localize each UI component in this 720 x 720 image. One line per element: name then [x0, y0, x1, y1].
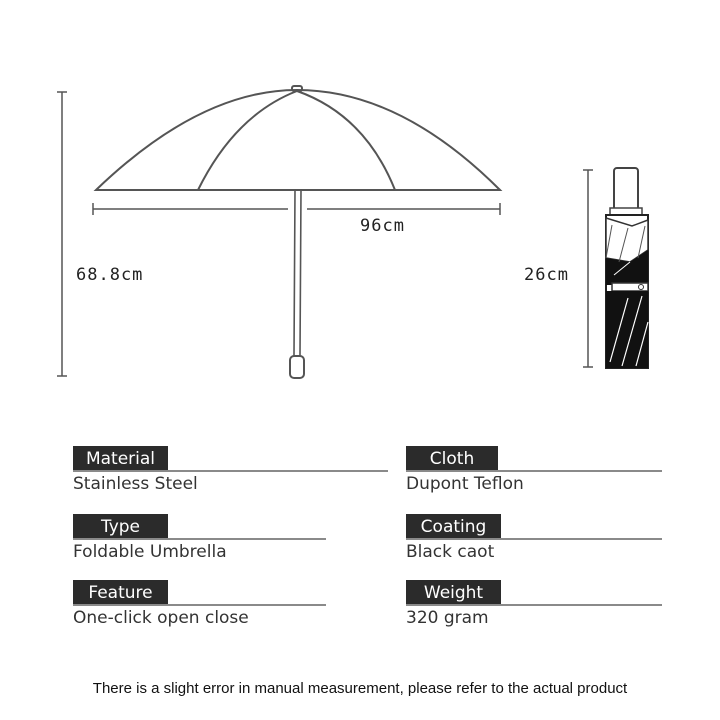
spec-value: Black caot — [406, 542, 495, 562]
spec-divider — [406, 604, 662, 606]
spec-value: One-click open close — [73, 608, 249, 628]
spec-divider — [73, 470, 388, 472]
spec-value: Foldable Umbrella — [73, 542, 227, 562]
spec-label: Weight — [406, 580, 501, 606]
height-dimension-line — [57, 92, 67, 376]
folded-length-dimension-label: 26cm — [524, 265, 569, 285]
spec-divider — [406, 538, 662, 540]
spec-value: Dupont Teflon — [406, 474, 524, 494]
spec-label: Material — [73, 446, 168, 472]
umbrella-rib-left — [198, 91, 297, 190]
open-close-button-icon — [639, 285, 644, 290]
width-dimension-label: 96cm — [360, 216, 405, 236]
height-dimension-label: 68.8cm — [76, 265, 144, 285]
umbrella-shaft-left — [294, 190, 295, 355]
spec-label: Type — [73, 514, 168, 540]
open-umbrella-drawing — [96, 86, 500, 378]
spec-label: Feature — [73, 580, 168, 606]
width-dimension-line — [93, 203, 500, 215]
spec-label: Cloth — [406, 446, 498, 472]
umbrella-tip — [292, 86, 302, 91]
spec-divider — [73, 538, 326, 540]
spec-value: Stainless Steel — [73, 474, 198, 494]
folded-umbrella-drawing — [606, 168, 648, 368]
umbrella-handle — [290, 356, 304, 378]
umbrella-canopy — [96, 90, 500, 190]
spec-divider — [406, 470, 662, 472]
folded-length-dimension-line — [583, 170, 593, 367]
measurement-disclaimer: There is a slight error in manual measurement, please refer to the actual product — [92, 680, 628, 697]
spec-divider — [73, 604, 326, 606]
umbrella-shaft-right — [300, 190, 301, 355]
spec-value: 320 gram — [406, 608, 489, 628]
spec-label: Coating — [406, 514, 501, 540]
folded-umbrella-handle — [614, 168, 638, 210]
